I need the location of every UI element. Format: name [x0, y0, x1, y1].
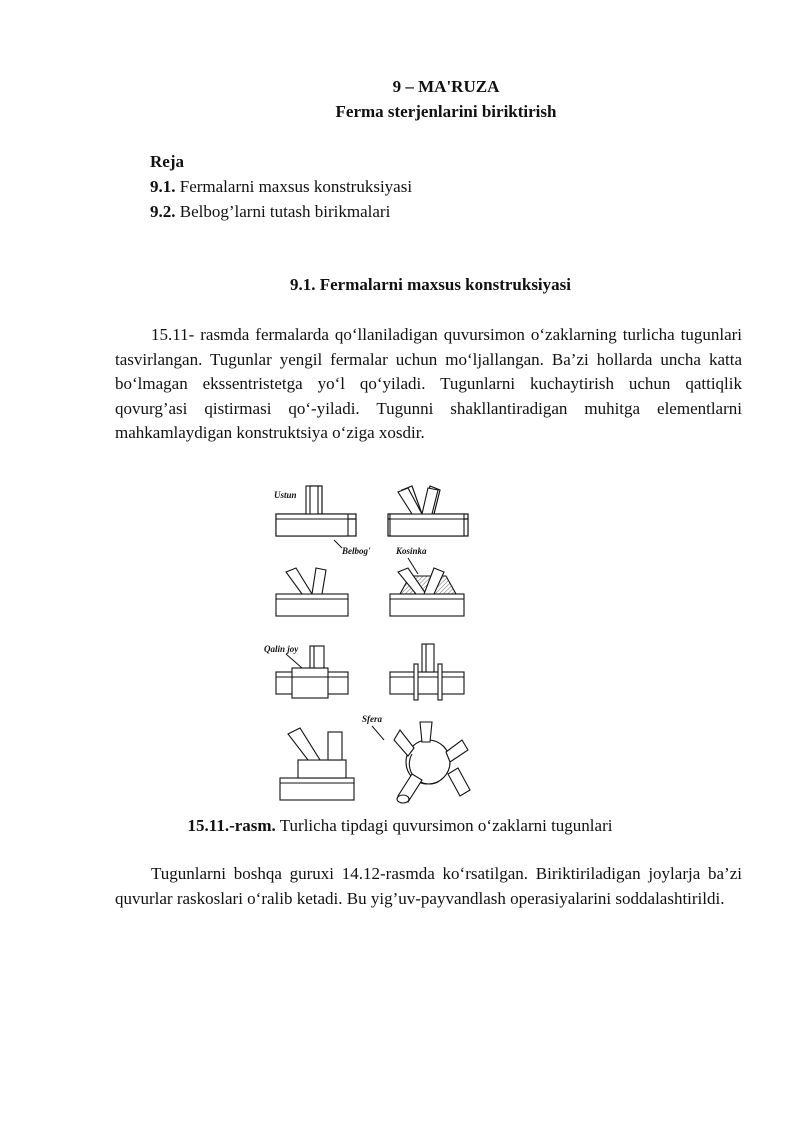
- truss-joints-drawings: [262, 478, 484, 808]
- caption-number: 15.11.-rasm.: [187, 816, 276, 835]
- plan-item-number: 9.1.: [150, 177, 176, 196]
- label-sfera: Sfera: [362, 714, 382, 724]
- figure-caption: [0, 816, 800, 836]
- paragraph-1: 15.11- rasmda fermalarda qo‘llaniladigan quvursimon o‘zaklarning turlicha tugunlari tasvirlangan. Tugunlar yengil fermalar uchun mo‘ljallangan. Ba’zi hollarda uncha katta bo‘lmagan ekssentristetga yo‘l qo‘yiladi. Tugunlarni kuchaytirish uchun qattiqlik qovurg’asi qistirmasi qo‘-yiladi. Tugunni shakllantiradigan muhitga elementlarni mahkamlaydigan konstruktsiya o‘ziga xosdir.: [115, 325, 742, 443]
- lecture-number: 9 – MA'RUZA: [392, 77, 500, 96]
- caption-text: Turlicha tipdagi quvursimon o‘zaklarni tugunlari: [275, 816, 613, 835]
- label-qalin-joy: Qalin joy: [264, 644, 299, 654]
- plan-item: [150, 202, 390, 222]
- section-heading: 9.1. Fermalarni maxsus konstruksiyasi: [290, 275, 571, 294]
- label-belbog: Belbog': [342, 546, 371, 556]
- plan-item-number: 9.2.: [150, 202, 176, 221]
- paragraph-2: Tugunlarni boshqa guruxi 14.12-rasmda ko‘rsatilgan. Biriktiriladigan joylarja ba’zi quvurlar raskoslari o‘ralib ketadi. Bu yig’uv-payvandlash operasiyalarini soddalashtirildi.: [115, 864, 742, 908]
- plan-heading: Reja: [150, 152, 184, 171]
- plan-item-text: Fermalarni maxsus konstruksiyasi: [175, 177, 413, 196]
- label-ustun: Ustun: [274, 490, 297, 500]
- lecture-title: Ferma sterjenlarini biriktirish: [335, 102, 557, 121]
- label-kosinka: Kosinka: [396, 546, 427, 556]
- plan-item-text: Belbog’larni tutash birikmalari: [175, 202, 391, 221]
- plan-item: [150, 177, 412, 197]
